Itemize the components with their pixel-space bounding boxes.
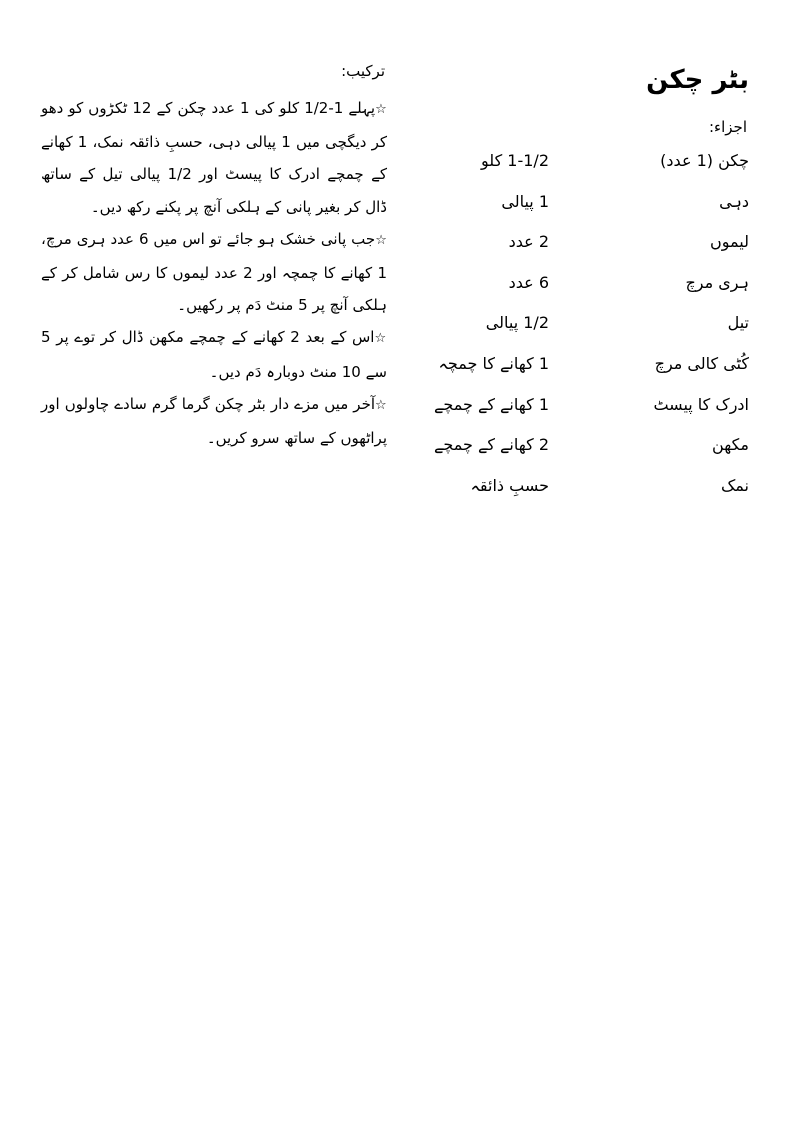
ingredient-row xyxy=(429,430,749,471)
ingredient-row xyxy=(429,390,749,431)
method-step xyxy=(41,223,387,322)
star-icon: ☆ xyxy=(375,102,388,117)
ingredient-quantity: 2 کھانے کے چمچے xyxy=(434,435,549,455)
ingredient-name: چکن (1 عدد) xyxy=(660,151,749,170)
ingredient-row xyxy=(429,268,749,309)
ingredient-quantity: 6 عدد xyxy=(508,272,549,292)
method-step-text: پہلے 1-1/2 کلو کی 1 عدد چکن کے 12 ٹکڑوں کو دھو کر دیگچی میں 1 پیالی دہی، حسبِ ذائقہ نمک، 1 کھانے کے چمچے ادرک کا پیسٹ اور 1/2 پیالی تیل کے ساتھ ڈال کر بغیر پانی کے ہلکی آنچ پر پکنے رکھ دیں۔ xyxy=(41,99,387,216)
method-step-text: اس کے بعد 2 کھانے کے چمچے مکھن ڈال کر توے پر 5 سے 10 منٹ دوبارہ دَم دیں۔ xyxy=(41,328,387,381)
method-step xyxy=(41,388,387,454)
method-steps xyxy=(41,92,387,454)
ingredient-row xyxy=(429,227,749,268)
ingredients-heading: اجزاء: xyxy=(709,118,747,136)
method-step xyxy=(41,321,387,387)
ingredient-quantity: 1 پیالی xyxy=(501,191,549,211)
ingredient-row xyxy=(429,146,749,187)
ingredient-row xyxy=(429,471,749,512)
star-icon: ☆ xyxy=(375,397,387,413)
method-step xyxy=(41,92,387,223)
ingredient-name: دہی xyxy=(719,191,749,211)
recipe-title: بٹر چکن xyxy=(646,65,749,95)
ingredient-quantity: 1/2 پیالی xyxy=(485,313,549,333)
ingredient-name: مکھن xyxy=(712,435,749,455)
star-icon: ☆ xyxy=(374,331,388,347)
ingredient-quantity: 1 کھانے کا چمچہ xyxy=(438,353,549,373)
ingredient-row xyxy=(429,349,749,390)
ingredient-quantity: 1 کھانے کے چمچے xyxy=(434,394,549,414)
ingredient-quantity: حسبِ ذائقہ xyxy=(470,475,549,495)
ingredient-name: تیل xyxy=(727,313,749,333)
star-icon: ☆ xyxy=(375,232,388,248)
ingredient-name: ادرک کا پیسٹ xyxy=(653,394,749,414)
ingredient-name: لیموں xyxy=(710,232,749,252)
ingredient-name: نمک xyxy=(720,475,749,495)
ingredient-quantity: 2 عدد xyxy=(508,232,549,252)
ingredient-name: کُٹی کالی مرچ xyxy=(654,353,749,373)
ingredient-name: ہری مرچ xyxy=(685,272,749,292)
method-step-text: جب پانی خشک ہو جائے تو اس میں 6 عدد ہری مرچ، 1 کھانے کا چمچہ اور 2 عدد لیموں کا رس شامل کر کے ہلکی آنچ پر 5 منٹ دَم پر رکھیں۔ xyxy=(41,229,387,315)
ingredients-list xyxy=(429,146,749,511)
method-step-text: آخر میں مزے دار بٹر چکن گرما گرم سادے چاولوں اور پراٹھوں کے ساتھ سرو کریں۔ xyxy=(41,394,387,448)
method-heading: ترکیب: xyxy=(341,62,385,80)
ingredient-row xyxy=(429,308,749,349)
ingredient-quantity: 1-1/2 کلو xyxy=(481,151,549,170)
ingredient-row xyxy=(429,187,749,228)
